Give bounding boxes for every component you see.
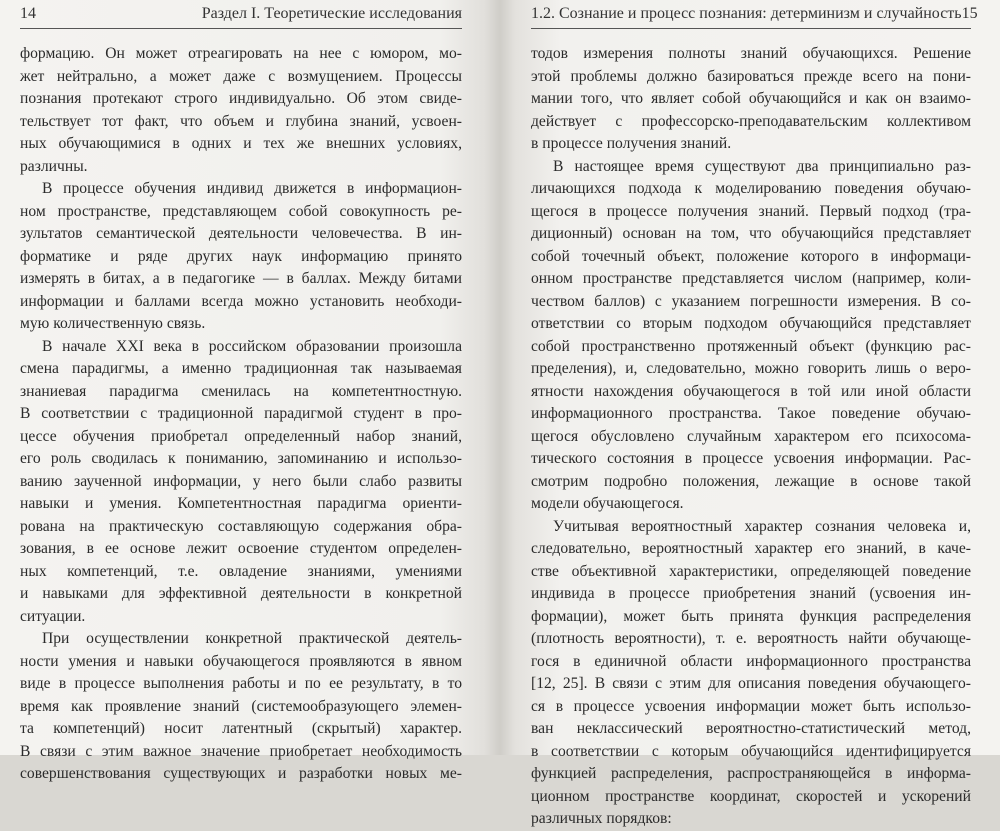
text-line: совершенствования существующих и разработки новых ме- [20,765,462,782]
left-section-title: Раздел I. Теоретические исследования [201,5,462,22]
text-line: личающихся подхода к моделированию поведения обучаю- [531,180,971,197]
text-line: модели обучающегося. [531,495,684,512]
text-line: знаниевая парадигма сменилась на компетентностную. [20,382,462,400]
text-line: тического состояния в процессе усвоения информации. Рас- [531,450,971,467]
text-line: ных компетенций, т.е. овладение знаниями, умениями [20,562,462,580]
text-line: пределения), и, следовательно, можно говорить лишь о веро- [531,360,971,377]
text-line: онном пространстве представляется числом (например, коли- [531,270,971,287]
right-body-text [531,43,971,831]
right-page [500,0,1000,827]
text-line: ных обучающимися в одних и тех же внешних условиях, [20,135,462,152]
text-line: диционный) основан на том, что обучающийся представляет [531,225,971,242]
text-line: в процессе получения знаний. [531,135,732,152]
text-line: и навыками для эффективной деятельности в конкретной [20,585,462,602]
text-line: ванию заученной информации, у него были слабо развиты [20,472,462,490]
text-line: ятности нахождения обучающегося в той или иной области [531,382,971,400]
text-line: навыки и умения. Компетентностная парадигма ориенти- [20,495,462,512]
text-line: тельствует тот факт, что объем и глубина знаний, усвоен- [20,112,462,130]
right-page-number: 15 [961,5,978,22]
text-line: формации), может быть принята функция распределения [531,607,971,625]
left-page [0,0,500,782]
text-line: жет нейтрально, а может даже с возмущением. Процессы [20,67,462,85]
left-body-text [20,43,462,786]
right-section-title: 1.2. Сознание и процесс познания: детерминизм и случайность [531,5,962,22]
text-line: ся в процессе усвоения информации может быть использо- [531,697,971,715]
text-line: индивида в процессе приобретения знаний (усвоения ин- [531,585,971,602]
text-line: измерять в битах, а в педагогике — в баллах. Между битами [20,270,462,287]
text-line: форматике и ряде других наук информацию принято [20,247,462,265]
text-line: ответствии со вторым подходом обучающийся представляет [531,315,971,332]
text-line: рована на практическую составляющую содержания обра- [20,517,462,535]
text-line: тодов измерения полноты знаний обучающихся. Решение [531,45,971,62]
text-line: ситуации. [20,607,86,625]
text-line: формацию. Он может отреагировать на нее с юмором, мо- [20,45,462,62]
text-line: мании того, что являет собой обучающийся и как он взаимо- [531,90,971,107]
text-line: собой точечный объект, положение которого в информаци- [531,247,971,265]
text-line: щегося в процессе получения знаний. Первый подход (тра- [531,202,971,220]
text-line: функцией распределения, распространяющейся в информа- [531,765,971,782]
text-line: мую количественную связь. [20,315,206,332]
text-line: ционном пространстве координат, скоростей и ускорений [531,787,971,805]
text-line: щегося обусловлено случайным характером его психосома- [531,427,971,445]
text-line: познания протекают строго индивидуально. Об этом свиде- [20,90,462,107]
left-header-rule [20,28,462,29]
text-line: В связи с этим важное значение приобретает необходимость [20,742,462,760]
left-running-head [20,4,462,24]
text-line: виде в процессе выполнения работы и по ее результату, в то [20,675,462,692]
text-line: В процессе обучения индивид движется в информацион- [42,180,462,197]
text-line: собой пространственно протяженный объект (функцию рас- [531,337,971,355]
text-line: смена парадигмы, а именно традиционная так называемая [20,360,462,377]
text-line: та компетенций) носит латентный (скрытый) характер. [20,720,462,737]
right-header-rule [531,28,971,29]
text-line: различных порядков: [531,810,672,827]
text-line: следовательно, вероятностный характер его знаний, в каче- [531,540,971,557]
text-line: цессе обучения приобретал определенный набор знаний, [20,427,462,445]
text-line: ности умения и навыки обучающегося проявляются в явном [20,652,462,670]
text-line: В настоящее время существуют два принципиально раз- [553,157,971,175]
text-line: (плотность вероятности), т. е. вероятность найти обучающе- [531,630,971,647]
text-line: Учитывая вероятностный характер сознания человека и, [553,517,971,535]
text-line: [12, 25]. В связи с этим для описания поведения обучающего- [531,675,971,692]
text-line: информационного пространства. Такое поведение обучаю- [531,405,971,422]
text-line: зультатов семантической деятельности человечества. В ин- [20,225,462,242]
text-line: ван неклассический вероятностно-статистический метод, [531,720,971,737]
text-line: В начале XXI века в российском образовании произошла [42,337,462,355]
text-line: ном пространстве, представляющем собой совокупность ре- [20,202,462,220]
text-line: гося в единичной области информационного пространства [531,652,971,670]
text-line: чеством баллов) с указанием погрешности измерения. В со- [531,292,971,310]
text-line: При осуществлении конкретной практической деятель- [42,630,462,647]
text-line: действует с профессорско-преподавательским коллективом [531,112,971,130]
text-line: время как проявление знаний (системообразующего элемен- [20,697,462,715]
right-running-head [531,4,978,24]
text-line: смотрим подробно положения, лежащие в основе такой [531,472,971,490]
text-line: информации и баллами всегда можно установить необходи- [20,292,462,310]
text-line: В соответствии с традиционной парадигмой студент в про- [20,405,462,422]
text-line: различны. [20,157,88,175]
text-line: в соответствии с которым обучающийся идентифицируется [531,742,971,760]
left-page-number: 14 [20,5,36,22]
text-line: этой проблемы должно базироваться прежде всего на пони- [531,67,971,85]
text-line: зования, в ее основе лежит освоение студентом определен- [20,540,462,557]
text-line: его роль сводилась к пониманию, запоминанию и использо- [20,450,462,467]
text-line: стве объективной характеристики, определяющей поведение [531,562,971,580]
